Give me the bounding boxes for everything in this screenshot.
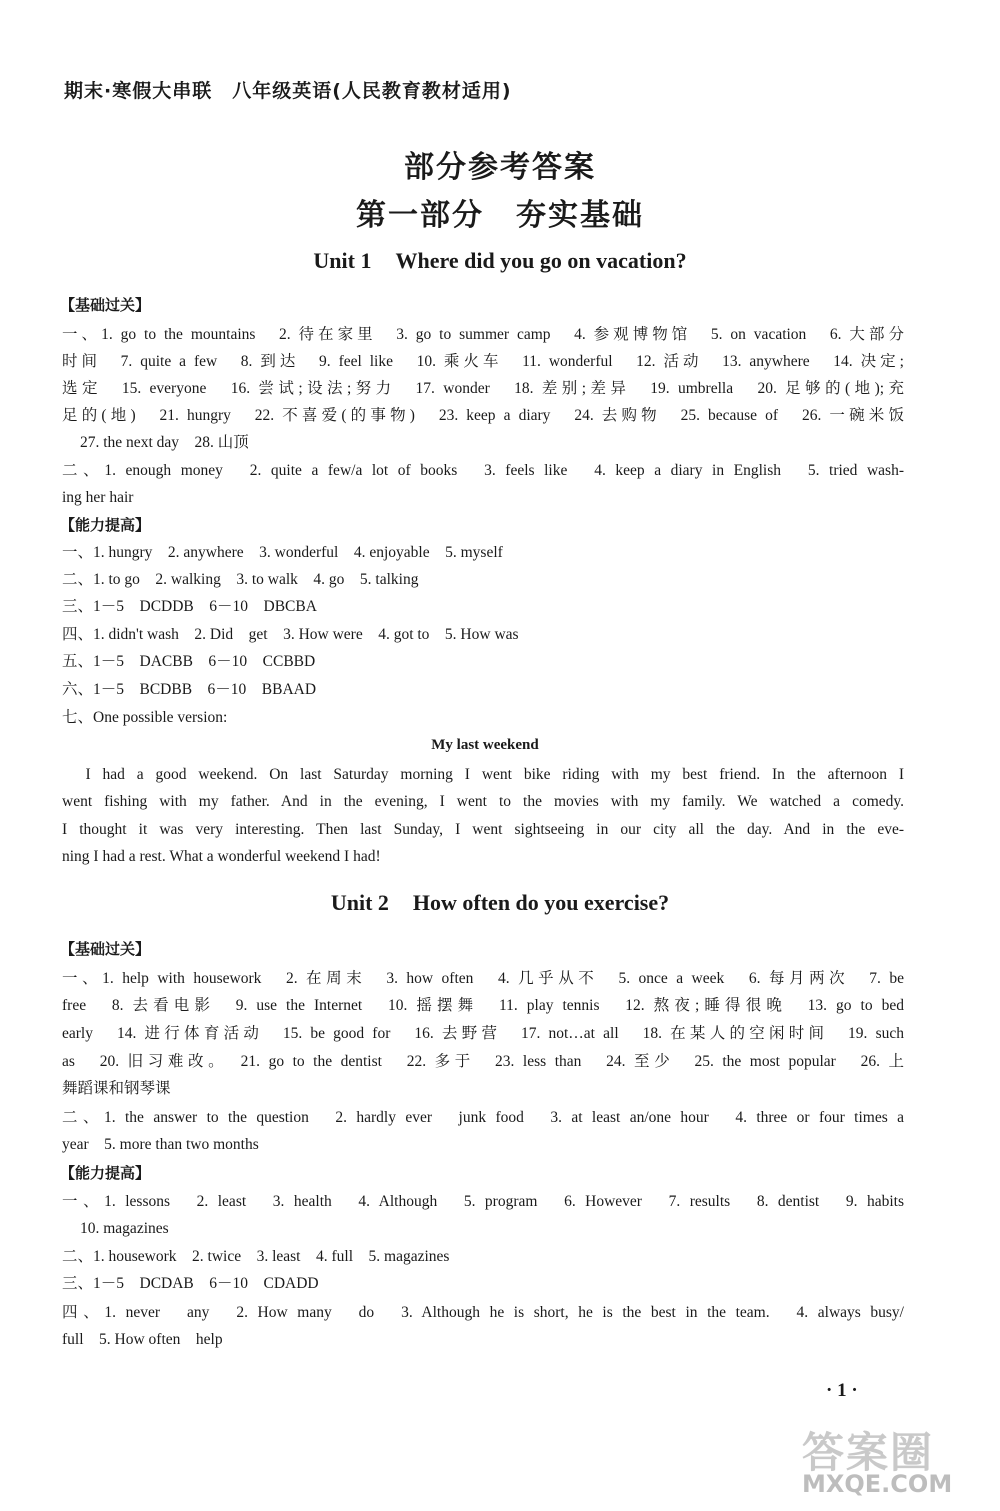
unit1-basic-line: 一、1. go to the mountains 2. 待在家里 3. go to summer camp 4. 参观博物馆 5. on vacation 6. 大部分 xyxy=(62,326,904,343)
unit1-basic-line: 时间 7. quite a few 8. 到达 9. feel like 10. 乘火车 11. wonderful 12. 活动 13. anywhere 14. 决定; xyxy=(62,353,904,370)
unit2-name: How often do you exercise? xyxy=(412,890,670,915)
essay-line: ning I had a rest. What a wonderful weekend I had! xyxy=(62,848,381,865)
unit1-advanced-line: 四、1. didn't wash 2. Did get 3. How were 4. got to 5. How was xyxy=(62,626,519,643)
unit1-basic-line: 二、1. enough money 2. quite a few/a lot of books 3. feels like 4. keep a diary in English 5. tried wash- xyxy=(62,462,904,479)
unit1-basic-line: 选定 15. everyone 16. 尝试;设法;努力 17. wonder 18. 差别;差异 19. umbrella 20. 足够的(地);充 xyxy=(62,380,904,397)
unit2-title xyxy=(0,890,1000,916)
unit1-basic-line: 27. the next day 28. 山顶 xyxy=(80,434,249,451)
unit1-title xyxy=(0,248,1000,274)
watermark-url: MXQE.COM xyxy=(802,1470,953,1498)
unit1-name: Where did you go on vacation? xyxy=(395,248,687,273)
unit1-basic-line: 足的(地) 21. hungry 22. 不喜爱(的事物) 23. keep a diary 24. 去购物 25. because of 26. 一碗米饭 xyxy=(62,407,904,424)
unit2-advanced-line: 四、1. never any 2. How many do 3. Although he is short, he is the best in the team. 4. always busy/ xyxy=(62,1304,904,1321)
unit2-basic-line: year 5. more than two months xyxy=(62,1136,259,1153)
unit1-number: Unit 1 xyxy=(313,248,372,273)
page-number: · 1 · xyxy=(826,1380,858,1401)
unit2-basic-line: 二、1. the answer to the question 2. hardly ever junk food 3. at least an/one hour 4. three or four times a xyxy=(62,1109,904,1126)
running-header: 期末·寒假大串联 八年级英语(人民教育教材适用) xyxy=(64,80,512,102)
page-title: 部分参考答案 xyxy=(404,150,596,185)
unit1-advanced-heading: 【能力提高】 xyxy=(60,516,151,534)
unit1-advanced-line: 二、1. to go 2. walking 3. to walk 4. go 5. talking xyxy=(62,571,419,588)
unit2-basic-heading: 【基础过关】 xyxy=(60,940,151,958)
unit2-advanced-line: 二、1. housework 2. twice 3. least 4. full 5. magazines xyxy=(62,1248,450,1265)
unit1-advanced-line: 三、1－5 DCDDB 6－10 DBCBA xyxy=(62,598,317,615)
essay-title: My last weekend xyxy=(431,737,539,753)
unit1-basic-heading: 【基础过关】 xyxy=(60,296,151,314)
unit2-number: Unit 2 xyxy=(330,890,389,915)
essay-line: I thought it was very interesting. Then last Sunday, I went sightseeing in our city all the day. And in the eve- xyxy=(62,821,904,838)
unit1-advanced-line: 一、1. hungry 2. anywhere 3. wonderful 4. enjoyable 5. myself xyxy=(62,544,503,561)
unit2-basic-line: 一、1. help with housework 2. 在周末 3. how often 4. 几乎从不 5. once a week 6. 每月两次 7. be xyxy=(62,970,904,987)
unit2-advanced-line: 10. magazines xyxy=(80,1220,169,1237)
unit2-basic-line: early 14. 进行体育活动 15. be good for 16. 去野营 17. not…at all 18. 在某人的空闲时间 19. such xyxy=(62,1025,904,1042)
unit1-advanced-line: 七、One possible version: xyxy=(62,709,228,726)
watermark-logo xyxy=(802,1418,992,1506)
essay-line: I had a good weekend. On last Saturday morning I went bike riding with my best friend. In the afternoon I xyxy=(62,766,904,783)
watermark-text: 答案圈 xyxy=(802,1428,935,1477)
unit2-advanced-line: full 5. How often help xyxy=(62,1331,223,1348)
unit1-basic-line: ing her hair xyxy=(62,489,134,506)
unit2-basic-line: as 20. 旧习难改。 21. go to the dentist 22. 多于 23. less than 24. 至少 25. the most popular 26. 上 xyxy=(62,1053,904,1070)
unit2-advanced-heading: 【能力提高】 xyxy=(60,1164,151,1182)
part-title: 第一部分 夯实基础 xyxy=(356,198,644,233)
essay-line: went fishing with my father. And in the evening, I went to the movies with my family. We watched a comedy. xyxy=(62,793,904,810)
unit2-basic-line: free 8. 去看电影 9. use the Internet 10. 摇摆舞 11. play tennis 12. 熬夜;睡得很晚 13. go to bed xyxy=(62,997,904,1014)
unit1-advanced-line: 五、1－5 DACBB 6－10 CCBBD xyxy=(62,653,316,670)
unit2-advanced-line: 三、1－5 DCDAB 6－10 CDADD xyxy=(62,1275,319,1292)
unit2-advanced-line: 一、1. lessons 2. least 3. health 4. Although 5. program 6. However 7. results 8. dentist 9. habits xyxy=(62,1193,904,1210)
unit1-advanced-line: 六、1－5 BCDBB 6－10 BBAAD xyxy=(62,681,317,698)
unit2-basic-line: 舞蹈课和钢琴课 xyxy=(62,1080,171,1097)
